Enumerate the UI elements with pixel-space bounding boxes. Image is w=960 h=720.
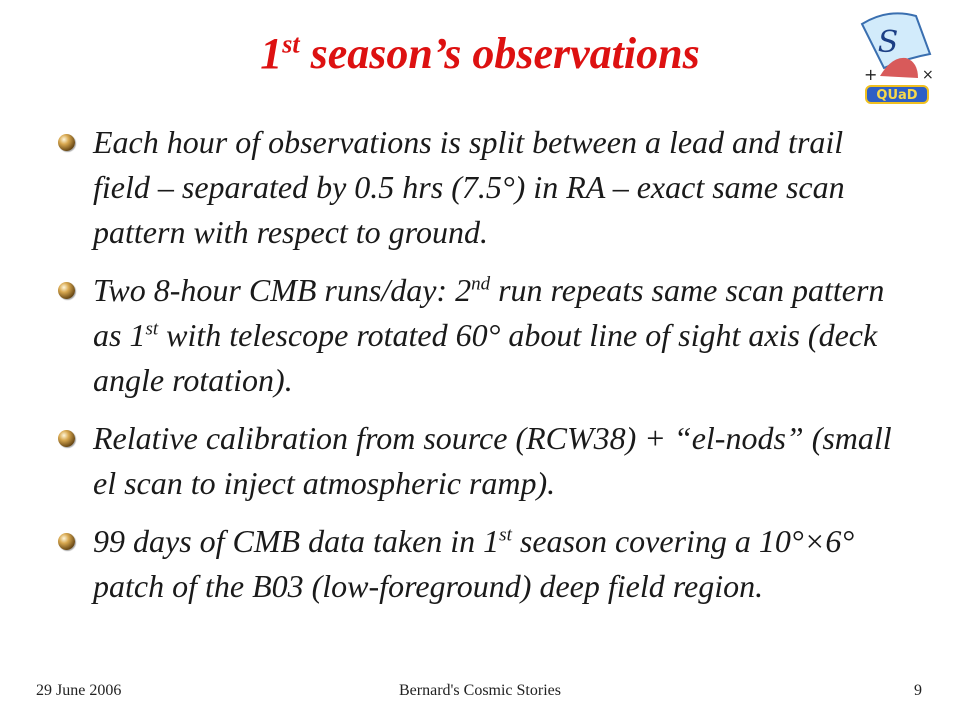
bullet-item (58, 120, 908, 255)
title-ordinal-suffix: st (282, 29, 300, 59)
slide-title (120, 28, 840, 79)
logo-text: QUaD (876, 88, 918, 103)
bullet-icon (58, 282, 75, 299)
bullet-item (58, 519, 908, 609)
bullet-text: 99 days of CMB data taken in 1st season covering a 10°×6° patch of the B03 (low-foreground) deep field region. (93, 523, 855, 604)
quad-logo-icon (848, 10, 944, 106)
page-number: 9 (914, 682, 922, 699)
bullet-list (58, 120, 908, 622)
bullet-icon (58, 430, 75, 447)
bullet-icon (58, 134, 75, 151)
footer-title: Bernard's Cosmic Stories (399, 682, 561, 699)
footer-date: 29 June 2006 (36, 682, 122, 699)
bullet-text: Each hour of observations is split between a lead and trail field – separated by 0.5 hrs (7.5°) in RA – exact same scan pattern with respect to ground. (93, 124, 845, 250)
bullet-item (58, 416, 908, 506)
title-text: season’s observations (299, 29, 700, 78)
bullet-text: Relative calibration from source (RCW38) + “el-nods” (small el scan to inject atmospheric ramp). (93, 420, 892, 501)
logo-plus: + (864, 65, 878, 84)
title-ordinal: 1 (260, 29, 283, 78)
bullet-text: Two 8-hour CMB runs/day: 2nd run repeats same scan pattern as 1st with telescope rotated 60° about line of sight axis (deck angle rotation). (93, 272, 885, 398)
logo-cross: × (922, 67, 934, 83)
bullet-item (58, 268, 908, 403)
bullet-icon (58, 533, 75, 550)
logo-letter: S (877, 25, 899, 60)
